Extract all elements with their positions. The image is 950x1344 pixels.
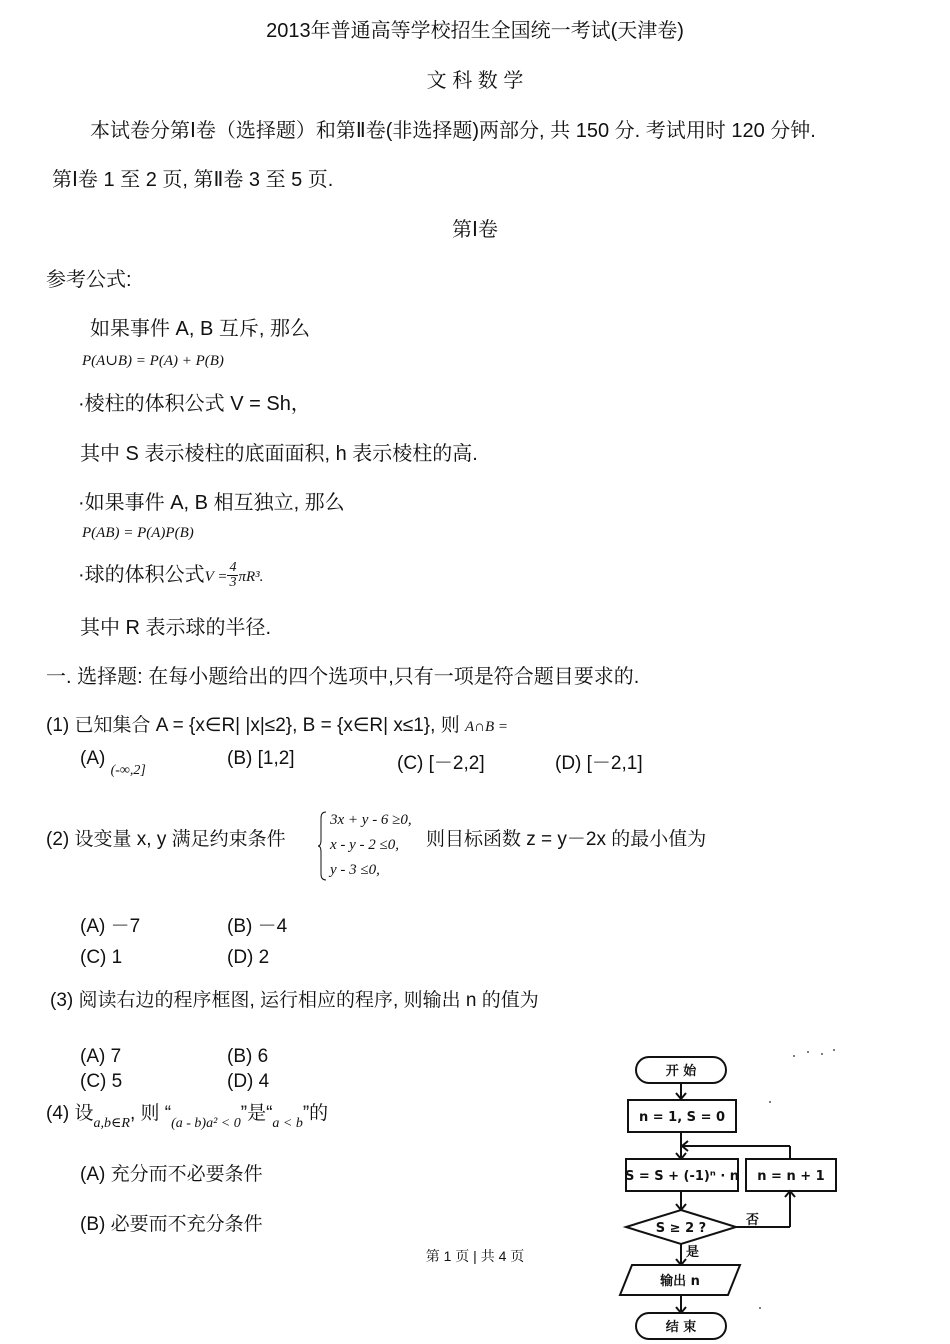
flowchart-update-s-label: S = S + (-1)ⁿ · n: [624, 1169, 740, 1184]
q3-stem: (3) 阅读右边的程序框图, 运行相应的程序, 则输出 n 的值为: [50, 990, 539, 1011]
q2-stem-post: 则目标函数 z = y－2x 的最小值为: [426, 829, 707, 850]
q1-option-a: [80, 748, 146, 778]
q4-math-1: a,b∈R: [93, 1116, 130, 1131]
q2-constraint-2: x - y - 2 ≤0,: [330, 837, 400, 853]
flowchart-end-label: 结 束: [665, 1320, 697, 1335]
q4-option-a: (A) 充分而不必要条件: [80, 1164, 263, 1185]
q1-option-a-label: (A): [80, 748, 106, 769]
q3-option-a: (A) 7: [80, 1046, 122, 1067]
flowchart-decision-label: S ≥ 2 ?: [655, 1221, 707, 1236]
q1-option-a-math: (-∞,2]: [110, 763, 146, 778]
q3-option-d: (D) 4: [227, 1071, 270, 1092]
page-footer: 第 1 页 | 共 4 页: [425, 1248, 525, 1264]
q1-option-d: (D) [－2,1]: [555, 753, 643, 774]
q2-constraint-1: 3x + y - 6 ≥0,: [330, 812, 412, 828]
q1-stem-math: A∩B =: [465, 719, 509, 735]
flowchart-no-label: 否: [746, 1213, 760, 1228]
q4-math-2: (a - b)a² < 0: [171, 1116, 241, 1131]
formula-2-note: 其中 S 表示棱柱的底面面积, h 表示棱柱的高.: [80, 443, 478, 465]
intro-line-2: 第Ⅰ卷 1 至 2 页, 第Ⅱ卷 3 至 5 页.: [52, 169, 334, 191]
formula-4-fraction: [227, 561, 238, 590]
formula-4-text: [78, 558, 263, 590]
q1-option-b: (B) [1,2]: [227, 748, 295, 769]
q4-math-3: a < b: [272, 1116, 303, 1131]
formulas-heading: 参考公式:: [46, 269, 132, 291]
q4-option-b: (B) 必要而不充分条件: [80, 1214, 263, 1235]
intro-line-1: 本试卷分第Ⅰ卷（选择题）和第Ⅱ卷(非选择题)两部分, 共 150 分. 考试用时 120 分钟.: [90, 120, 816, 142]
q2-stem-pre: (2) 设变量 x, y 满足约束条件: [46, 829, 286, 850]
q4-mid-1: , 则 “: [129, 1103, 172, 1124]
q2-option-d: (D) 2: [227, 947, 270, 968]
formula-3-math: P(AB) = P(A)P(B): [82, 525, 194, 541]
q2-brace: [318, 810, 328, 882]
part1-heading: 一. 选择题: 在每小题给出的四个选项中,只有一项是符合题目要求的.: [46, 666, 640, 688]
flowchart-yes-label: 是: [686, 1245, 700, 1260]
exam-subtitle: 文 科 数 学: [426, 70, 524, 92]
fraction-denominator: 3: [229, 575, 237, 591]
q1-option-c: (C) [－2,2]: [397, 753, 485, 774]
q4-end: ”的: [302, 1103, 329, 1124]
formula-2-text: ·棱柱的体积公式 V = Sh，: [78, 393, 311, 415]
q3-option-b: (B) 6: [227, 1046, 269, 1067]
q4-stem: [46, 1098, 329, 1131]
q4-stem-pre: (4) 设: [46, 1103, 94, 1124]
formula-4-label: ·球的体积公式: [78, 564, 205, 586]
q2-constraint-3: y - 3 ≤0,: [330, 862, 380, 878]
formula-1-math: P(A∪B) = P(A) + P(B): [82, 353, 224, 369]
flowchart-start-label: 开 始: [665, 1064, 697, 1079]
fraction-numerator: 4: [229, 560, 237, 576]
flowchart-output-label: 输出 n: [660, 1274, 700, 1289]
formula-4-lhs: V =: [204, 569, 228, 585]
q1-stem: [46, 710, 508, 737]
formula-4-note: 其中 R 表示球的半径.: [80, 617, 272, 639]
q2-option-b: (B) －4: [227, 916, 288, 937]
formula-4-rhs: πR³.: [238, 569, 264, 585]
q2-option-c: (C) 1: [80, 947, 123, 968]
q2-option-a: (A) －7: [80, 916, 141, 937]
flowchart-update-n-label: n = n + 1: [757, 1169, 825, 1184]
q1-stem-text: (1) 已知集合 A = {x∈R| |x|≤2}, B = {x∈R| x≤1}, 则: [46, 715, 460, 736]
formula-1-text: 如果事件 A, B 互斥, 那么: [90, 318, 311, 340]
flowchart-init-label: n = 1, S = 0: [638, 1110, 726, 1125]
flowchart: [610, 1040, 850, 1344]
q3-option-c: (C) 5: [80, 1071, 123, 1092]
formula-3-text: ·如果事件 A, B 相互独立, 那么: [78, 492, 345, 514]
q4-mid-2: ”是“: [240, 1103, 273, 1124]
exam-title: 2013年普通高等学校招生全国统一考试(天津卷): [266, 20, 684, 42]
section-title: 第Ⅰ卷: [452, 219, 498, 241]
